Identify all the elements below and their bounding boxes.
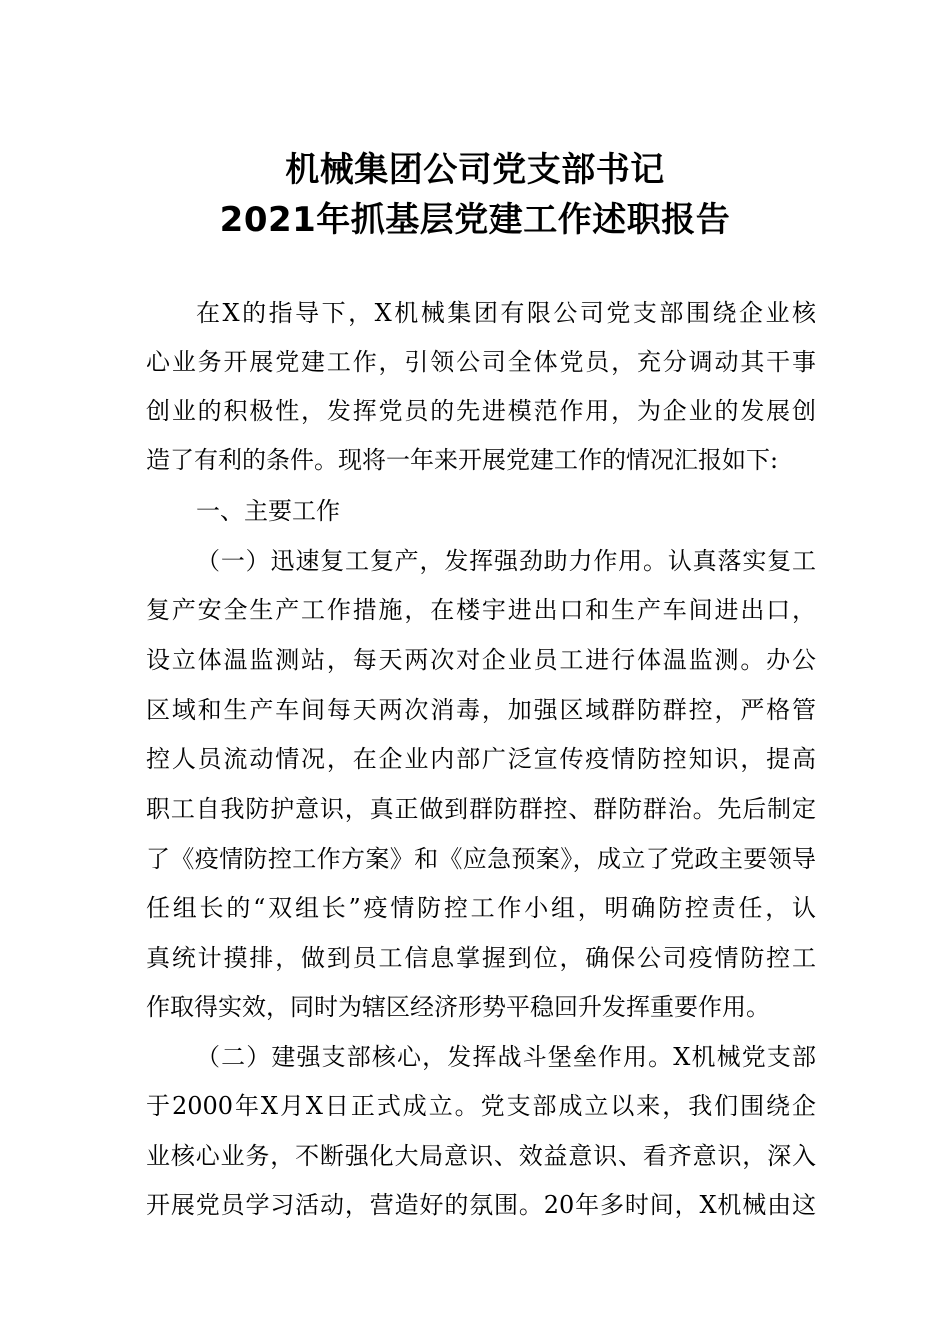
document-title-line-2: 2021年抓基层党建工作述职报告 xyxy=(219,200,731,240)
part1-line: 区域和生产车间每天两次消毒，加强区域群防群控，严格管 xyxy=(146,696,816,724)
part2-line: 开展党员学习活动，营造好的氛围。20年多时间，X机械由这 xyxy=(146,1191,816,1219)
part2-line: （二）建强支部核心，发挥战斗堡垒作用。X机械党支部 xyxy=(196,1043,816,1071)
part1-line: 任组长的“双组长”疫情防控工作小组，明确防控责任，认 xyxy=(146,894,816,922)
part1-line: 复产安全生产工作措施，在楼宇进出口和生产车间进出口， xyxy=(146,596,816,624)
part1-line: 真统计摸排，做到员工信息掌握到位，确保公司疫情防控工 xyxy=(146,944,816,972)
part1-line: 设立体温监测站，每天两次对企业员工进行体温监测。办公 xyxy=(146,646,816,674)
intro-line: 造了有利的条件。现将一年来开展党建工作的情况汇报如下: xyxy=(146,446,779,474)
intro-line: 在X的指导下，X机械集团有限公司党支部围绕企业核 xyxy=(196,299,816,327)
intro-line: 心业务开展党建工作，引领公司全体党员，充分调动其干事 xyxy=(146,348,816,376)
part2-line: 于2000年X月X日正式成立。党支部成立以来，我们围绕企 xyxy=(146,1092,816,1120)
part2-line: 业核心业务，不断强化大局意识、效益意识、看齐意识，深入 xyxy=(146,1142,816,1170)
part1-line: 控人员流动情况，在企业内部广泛宣传疫情防控知识，提高 xyxy=(146,745,816,773)
document-title-line-1: 机械集团公司党支部书记 xyxy=(285,150,665,190)
section-heading: 一、主要工作 xyxy=(196,497,340,525)
part1-line: 了《疫情防控工作方案》和《应急预案》，成立了党政主要领导 xyxy=(146,845,816,873)
part1-line: （一）迅速复工复产，发挥强劲助力作用。认真落实复工 xyxy=(196,547,816,575)
part1-line: 作取得实效，同时为辖区经济形势平稳回升发挥重要作用。 xyxy=(146,993,770,1021)
part1-line: 职工自我防护意识，真正做到群防群控、群防群治。先后制定 xyxy=(146,795,816,823)
intro-line: 创业的积极性，发挥党员的先进模范作用，为企业的发展创 xyxy=(146,397,816,425)
